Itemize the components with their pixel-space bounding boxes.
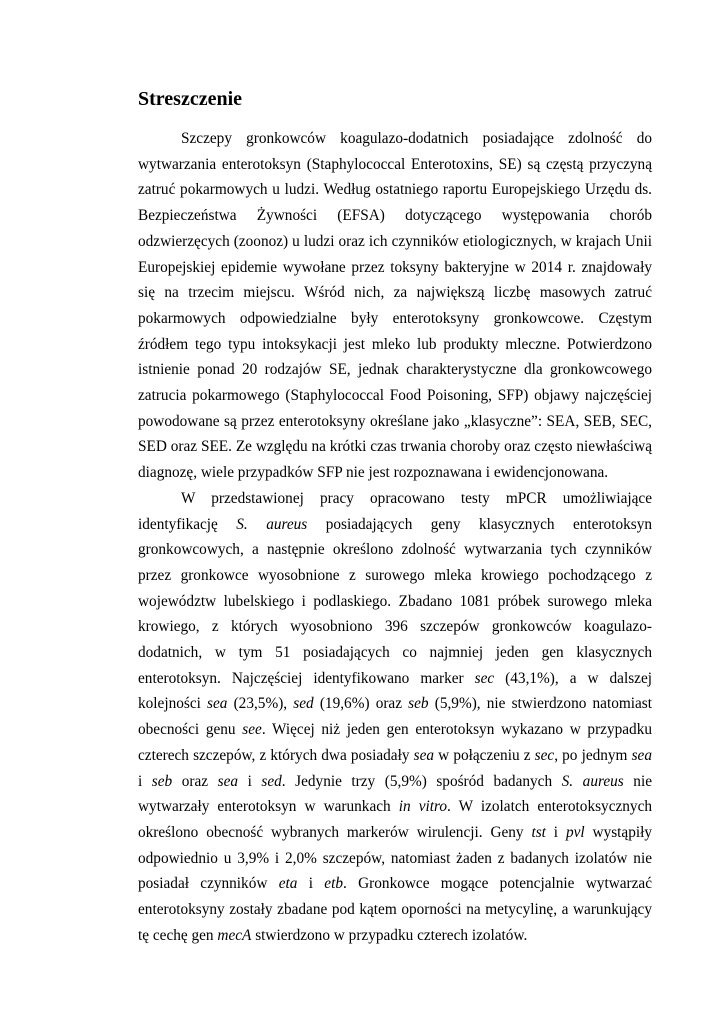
text-run: oraz — [172, 772, 218, 790]
italic-term: sea — [413, 746, 435, 764]
text-run: . Gronkowce mogące potencjalnie wytwarzać enterotoksyny zostały zbadane pod kątem oporności na metycylinę, a warunkujący tę cechę gen — [138, 875, 652, 944]
italic-term: seb — [151, 772, 173, 790]
italic-term: mecA — [217, 926, 252, 944]
text-run: (19,6%) oraz — [313, 695, 409, 713]
italic-term: etb — [324, 875, 343, 893]
text-run: (5,9%), nie stwierdzono natomiast obecności genu — [138, 695, 652, 739]
text-run: W przedstawionej pracy opracowano testy mPCR umożliwiające identyfikację — [138, 489, 652, 533]
italic-term: sec — [534, 746, 555, 764]
text-run: i — [238, 772, 262, 790]
paragraph-intro — [138, 126, 652, 486]
text-run: stwierdzono w przypadku czterech izolatów. — [251, 926, 528, 944]
text-run: posiadających geny klasycznych enterotoksyn gronkowcowych, a następnie określono zdolność wytwarzania tych czynników przez gronkowce wyosobnione z surowego mleka krowiego pochodzącego z województw lubelskiego i podlaskiego. Zbadano 1081 próbek surowego mleka krowiego, z których wyosobniono 396 szczepów gronkowców koagulazo-dodatnich, w tym 51 posiadających co najmniej jeden gen klasycznych enterotoksyn. Najczęściej identyfikowano marker — [138, 515, 652, 687]
text-run: (23,5%), — [227, 695, 294, 713]
italic-term: sed — [261, 772, 282, 790]
italic-term: sea — [207, 695, 228, 713]
text-run: Szczepy gronkowców koagulazo-dodatnich posiadające zdolność do wytwarzania enterotoksyn (Staphylococcal Enterotoxins, SE) są częstą przyczyną zatruć pokarmowych u ludzi. Według ostatniego raportu Europejskiego Urzędu ds. Bezpieczeństwa Żywności (EFSA) dotyczącego występowania chorób odzwierzęcych (zoonoz) u ludzi oraz ich czynników etiologicznych, w krajach Unii Europejskiej epidemie wywołane przez toksyny bakteryjne w 2014 r. znajdowały się na trzecim miejscu. Wśród nich, za największą liczbę masowych zatruć pokarmowych odpowiedzialne były enterotoksyny gronkowcowe. Częstym źródłem tego typu intoksykacji jest mleko lub produkty mleczne. Potwierdzono istnienie ponad 20 rodzajów SE, jednak charakterystyczne dla gronkowcowego zatrucia pokarmowego (Staphylococcal Food Poisoning, SFP) objawy najczęściej powodowane są przez enterotoksyny określane jako „klasyczne”: SEA, SEB, SEC, SED oraz SEE. Ze względu na krótki czas trwania choroby oraz często niewłaściwą diagnozę, wiele przypadków SFP nie jest rozpoznawana i ewidencjonowana. — [138, 130, 652, 482]
italic-term: S. aureus — [561, 772, 624, 790]
italic-term: S. aureus — [236, 515, 308, 533]
text-run: i — [138, 772, 152, 790]
text-run: i — [545, 823, 566, 841]
text-run: . Jedynie trzy (5,9%) spośród badanych — [281, 772, 562, 790]
text-run: w połączeniu z — [434, 746, 535, 764]
text-run: wystąpiły odpowiednio u 3,9% i 2,0% szczepów, natomiast żaden z badanych izolatów nie posiadał czynników — [138, 823, 653, 893]
text-run: (43,1%), a w dalszej kolejności — [138, 669, 652, 713]
italic-term: sea — [631, 746, 652, 764]
text-run: i — [297, 875, 325, 893]
italic-term: sed — [293, 695, 314, 713]
text-run: . Więcej niż jeden gen enterotoksyn wykazano w przypadku czterech szczepów, z których dwa posiadały — [138, 721, 652, 764]
section-heading: Streszczenie — [138, 88, 243, 110]
text-run: . W izolatch enterotoksycznych określono obecność wybranych markerów wirulencji. Geny — [138, 798, 653, 841]
text-run: nie wytwarzały enterotoksyn w warunkach — [138, 772, 652, 816]
italic-term: seb — [408, 695, 429, 713]
italic-term: sea — [217, 772, 239, 790]
italic-term: pvl — [565, 823, 585, 841]
italic-term: in vitro — [398, 798, 448, 816]
paragraph-results — [138, 486, 652, 949]
text-run: , po jednym — [554, 746, 632, 764]
italic-term: sec — [474, 669, 495, 687]
italic-term: eta — [278, 875, 298, 893]
italic-term: see — [242, 721, 262, 739]
italic-term: tst — [531, 823, 546, 841]
document-page — [138, 86, 652, 949]
